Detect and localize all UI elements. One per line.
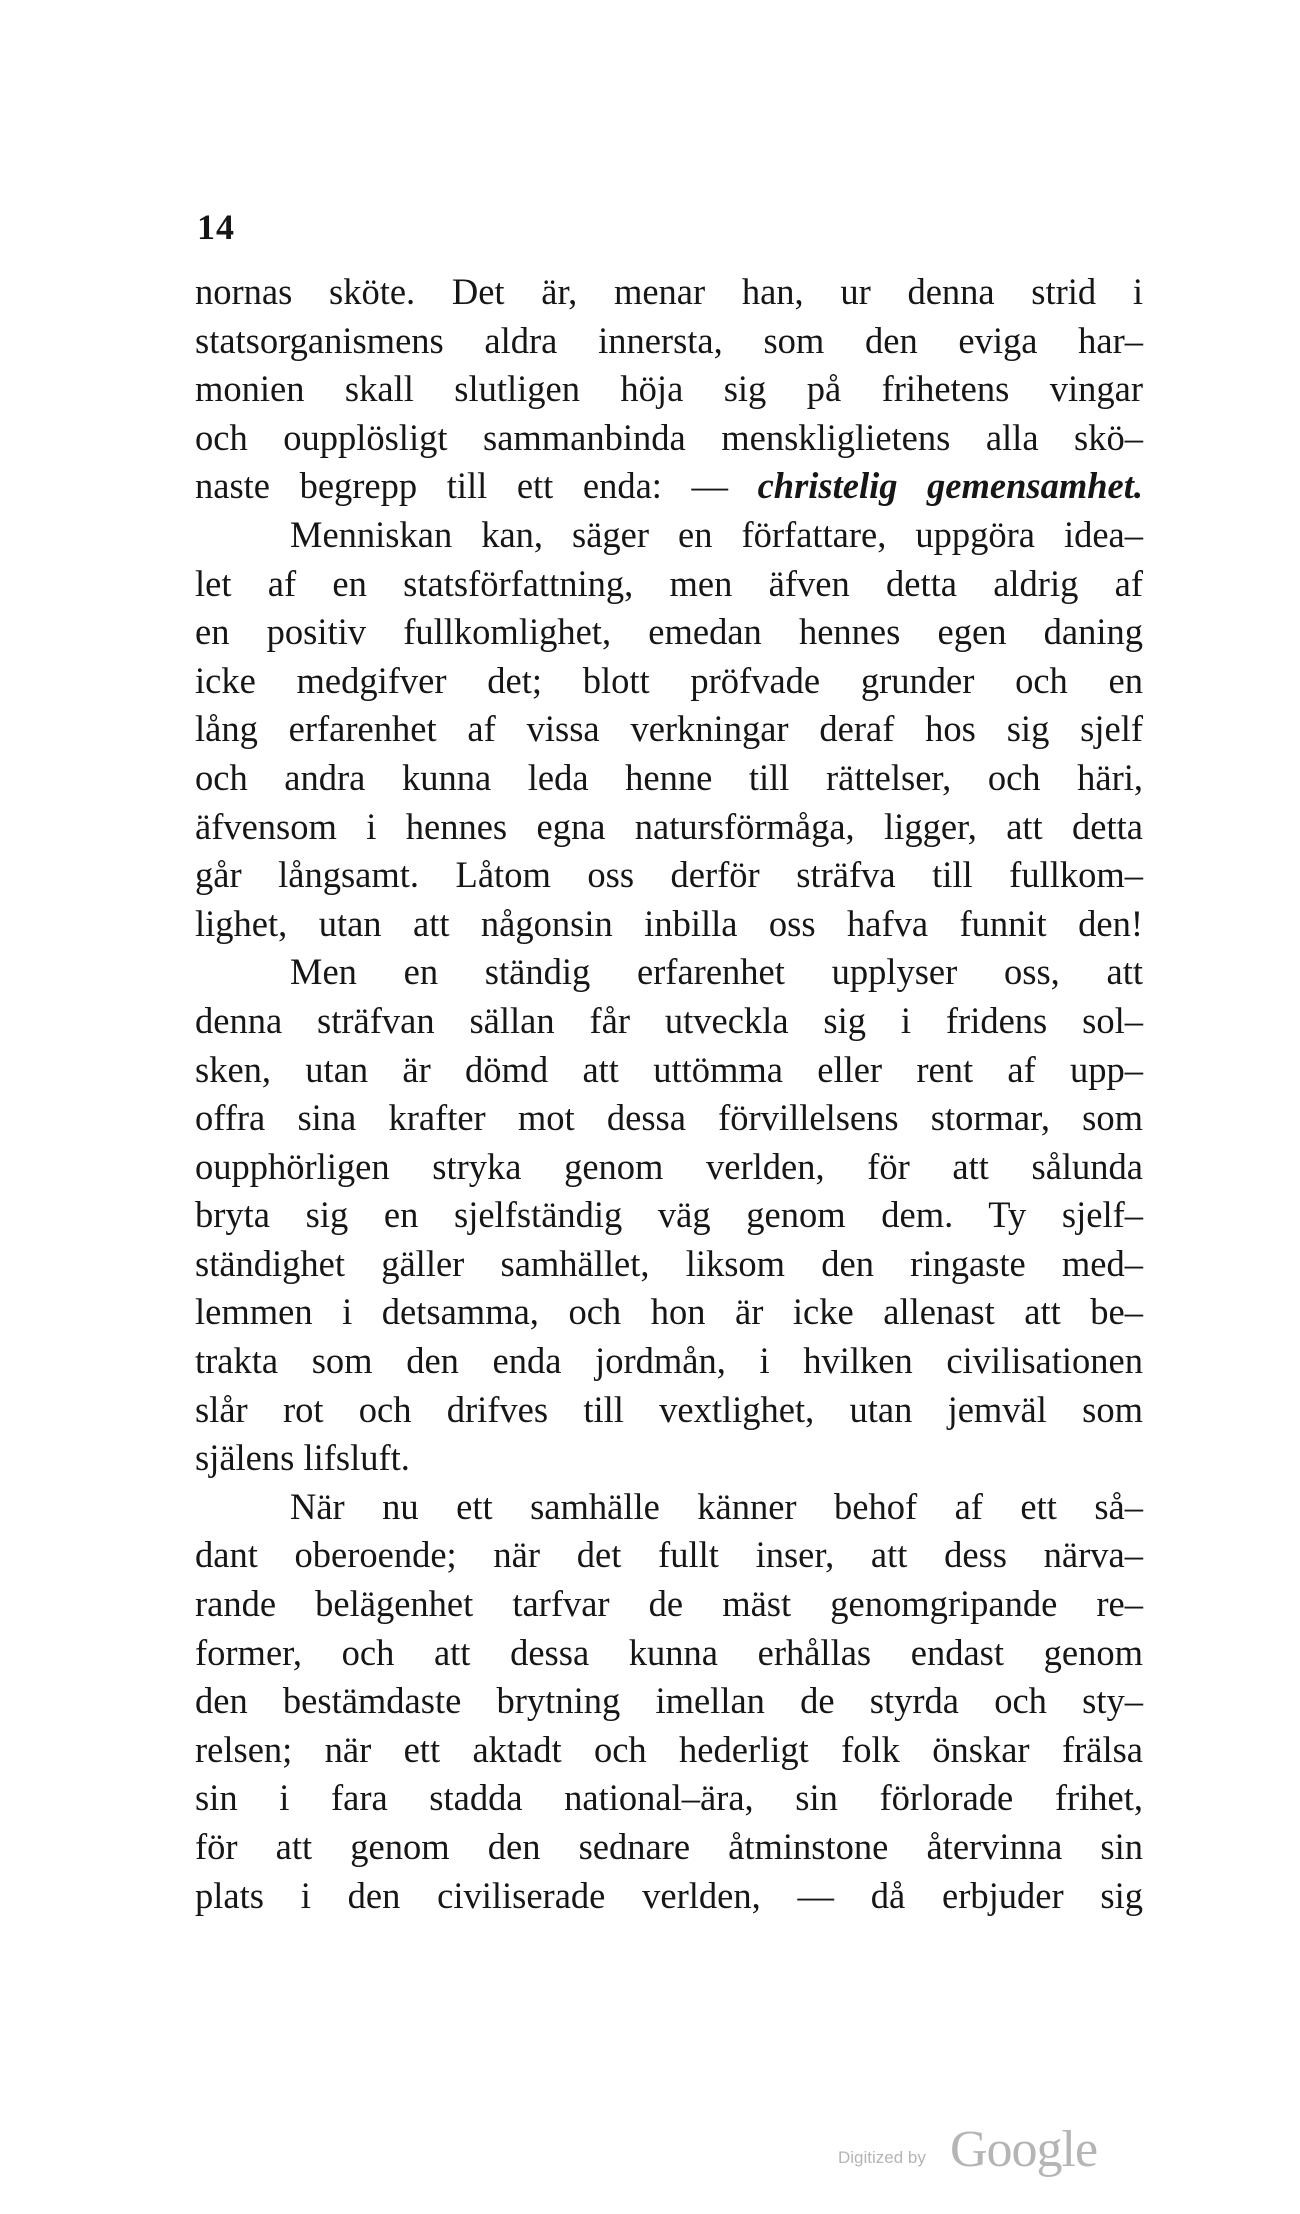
text-line-content: går långsamt. Låtom oss derför sträfva till fullkom– xyxy=(195,854,1143,896)
text-line xyxy=(195,851,1143,900)
body-text xyxy=(195,268,1143,1920)
text-line xyxy=(195,1677,1143,1726)
text-line-content: former, och att dessa kunna erhållas endast genom xyxy=(195,1631,1143,1673)
text-line xyxy=(195,948,1143,997)
text-line xyxy=(195,1823,1143,1872)
text-line xyxy=(195,803,1143,852)
text-line xyxy=(195,1240,1143,1289)
text-line-content: statsorganismens aldra innersta, som den eviga har– xyxy=(195,319,1143,361)
page-number: 14 xyxy=(197,207,235,247)
text-line xyxy=(195,1094,1143,1143)
text-line xyxy=(195,317,1143,366)
text-line-content: sin i fara stadda national–ära, sin förlorade frihet, xyxy=(195,1777,1143,1819)
text-line-content: själens lifsluft. xyxy=(195,1437,410,1479)
text-line xyxy=(195,1288,1143,1337)
text-line xyxy=(195,268,1143,317)
text-line-content: bryta sig en sjelfständig väg genom dem. Ty sjelf– xyxy=(195,1194,1143,1236)
text-line xyxy=(195,1726,1143,1775)
text-line xyxy=(195,511,1143,560)
text-line-content: När nu ett samhälle känner behof af ett så– xyxy=(290,1485,1143,1527)
text-line-content: Men en ständig erfarenhet upplyser oss, att xyxy=(290,951,1143,993)
text-line xyxy=(195,1143,1143,1192)
text-line-content: en positiv fullkomlighet, emedan hennes egen daning xyxy=(195,611,1143,653)
google-logo: Google xyxy=(950,2121,1098,2178)
text-line xyxy=(195,1386,1143,1435)
text-line-content: slår rot och drifves till vextlighet, utan jemväl som xyxy=(195,1388,1143,1430)
text-line xyxy=(195,1046,1143,1095)
text-line xyxy=(195,608,1143,657)
text-line-content: oupphörligen stryka genom verlden, för att sålunda xyxy=(195,1145,1143,1187)
text-line xyxy=(195,1337,1143,1386)
text-line-content: monien skall slutligen höja sig på frihetens vingar xyxy=(195,368,1143,410)
digitized-by-google-watermark xyxy=(838,2120,1118,2180)
text-line-content: Menniskan kan, säger en författare, uppgöra idea– xyxy=(290,513,1143,555)
text-line-content: plats i den civiliserade verlden, — då erbjuder sig xyxy=(195,1874,1143,1916)
text-line-content: och oupplösligt sammanbinda menskliglietens alla skö– xyxy=(195,416,1143,458)
text-line xyxy=(195,1191,1143,1240)
text-line-content: lemmen i detsamma, och hon är icke allenast att be– xyxy=(195,1291,1143,1333)
text-line xyxy=(195,1629,1143,1678)
text-line-content: relsen; när ett aktadt och hederligt folk önskar frälsa xyxy=(195,1728,1143,1770)
text-line xyxy=(195,365,1143,414)
text-line xyxy=(195,1774,1143,1823)
text-line-content: offra sina krafter mot dessa förvillelsens stormar, som xyxy=(195,1097,1143,1139)
text-line-content: denna sträfvan sällan får utveckla sig i fridens sol– xyxy=(195,999,1143,1041)
text-line-content: naste begrepp till ett enda: — xyxy=(195,465,758,507)
text-line xyxy=(195,754,1143,803)
text-line xyxy=(195,1580,1143,1629)
text-line xyxy=(195,1483,1143,1532)
text-line-content: rande belägenhet tarfvar de mäst genomgripande re– xyxy=(195,1583,1143,1625)
text-line-content: nornas sköte. Det är, menar han, ur denna strid i xyxy=(195,271,1143,312)
text-line xyxy=(195,1434,1143,1483)
text-line-content: let af en statsförfattning, men äfven detta aldrig af xyxy=(195,562,1143,604)
text-line xyxy=(195,900,1143,949)
text-line xyxy=(195,414,1143,463)
text-line xyxy=(195,657,1143,706)
text-line-content: äfvensom i hennes egna natursförmåga, ligger, att detta xyxy=(195,805,1143,847)
text-line-content: lång erfarenhet af vissa verkningar deraf hos sig sjelf xyxy=(195,708,1143,750)
text-line xyxy=(195,705,1143,754)
emphasized-phrase: christelig gemensamhet. xyxy=(757,465,1144,507)
text-line-content: icke medgifver det; blott pröfvade grunder och en xyxy=(195,659,1143,701)
text-line xyxy=(195,1872,1143,1921)
text-line xyxy=(195,1531,1143,1580)
text-line xyxy=(195,997,1143,1046)
text-line xyxy=(195,462,1143,511)
text-line-content: och andra kunna leda henne till rättelser, och häri, xyxy=(195,756,1143,798)
text-line-content: den bestämdaste brytning imellan de styrda och sty– xyxy=(195,1680,1143,1722)
watermark-prefix: Digitized by xyxy=(838,2148,926,2167)
text-line-content: för att genom den sednare åtminstone återvinna sin xyxy=(195,1826,1143,1867)
text-line-content: ständighet gäller samhället, liksom den ringaste med– xyxy=(195,1242,1143,1284)
text-line-content: sken, utan är dömd att uttömma eller rent af upp– xyxy=(195,1048,1143,1090)
text-line-content: trakta som den enda jordmån, i hvilken civilisationen xyxy=(195,1340,1143,1382)
text-line xyxy=(195,560,1143,609)
text-line-content: dant oberoende; när det fullt inser, att dess närva– xyxy=(195,1534,1143,1576)
text-line-content: lighet, utan att någonsin inbilla oss hafva funnit den! xyxy=(195,902,1143,944)
